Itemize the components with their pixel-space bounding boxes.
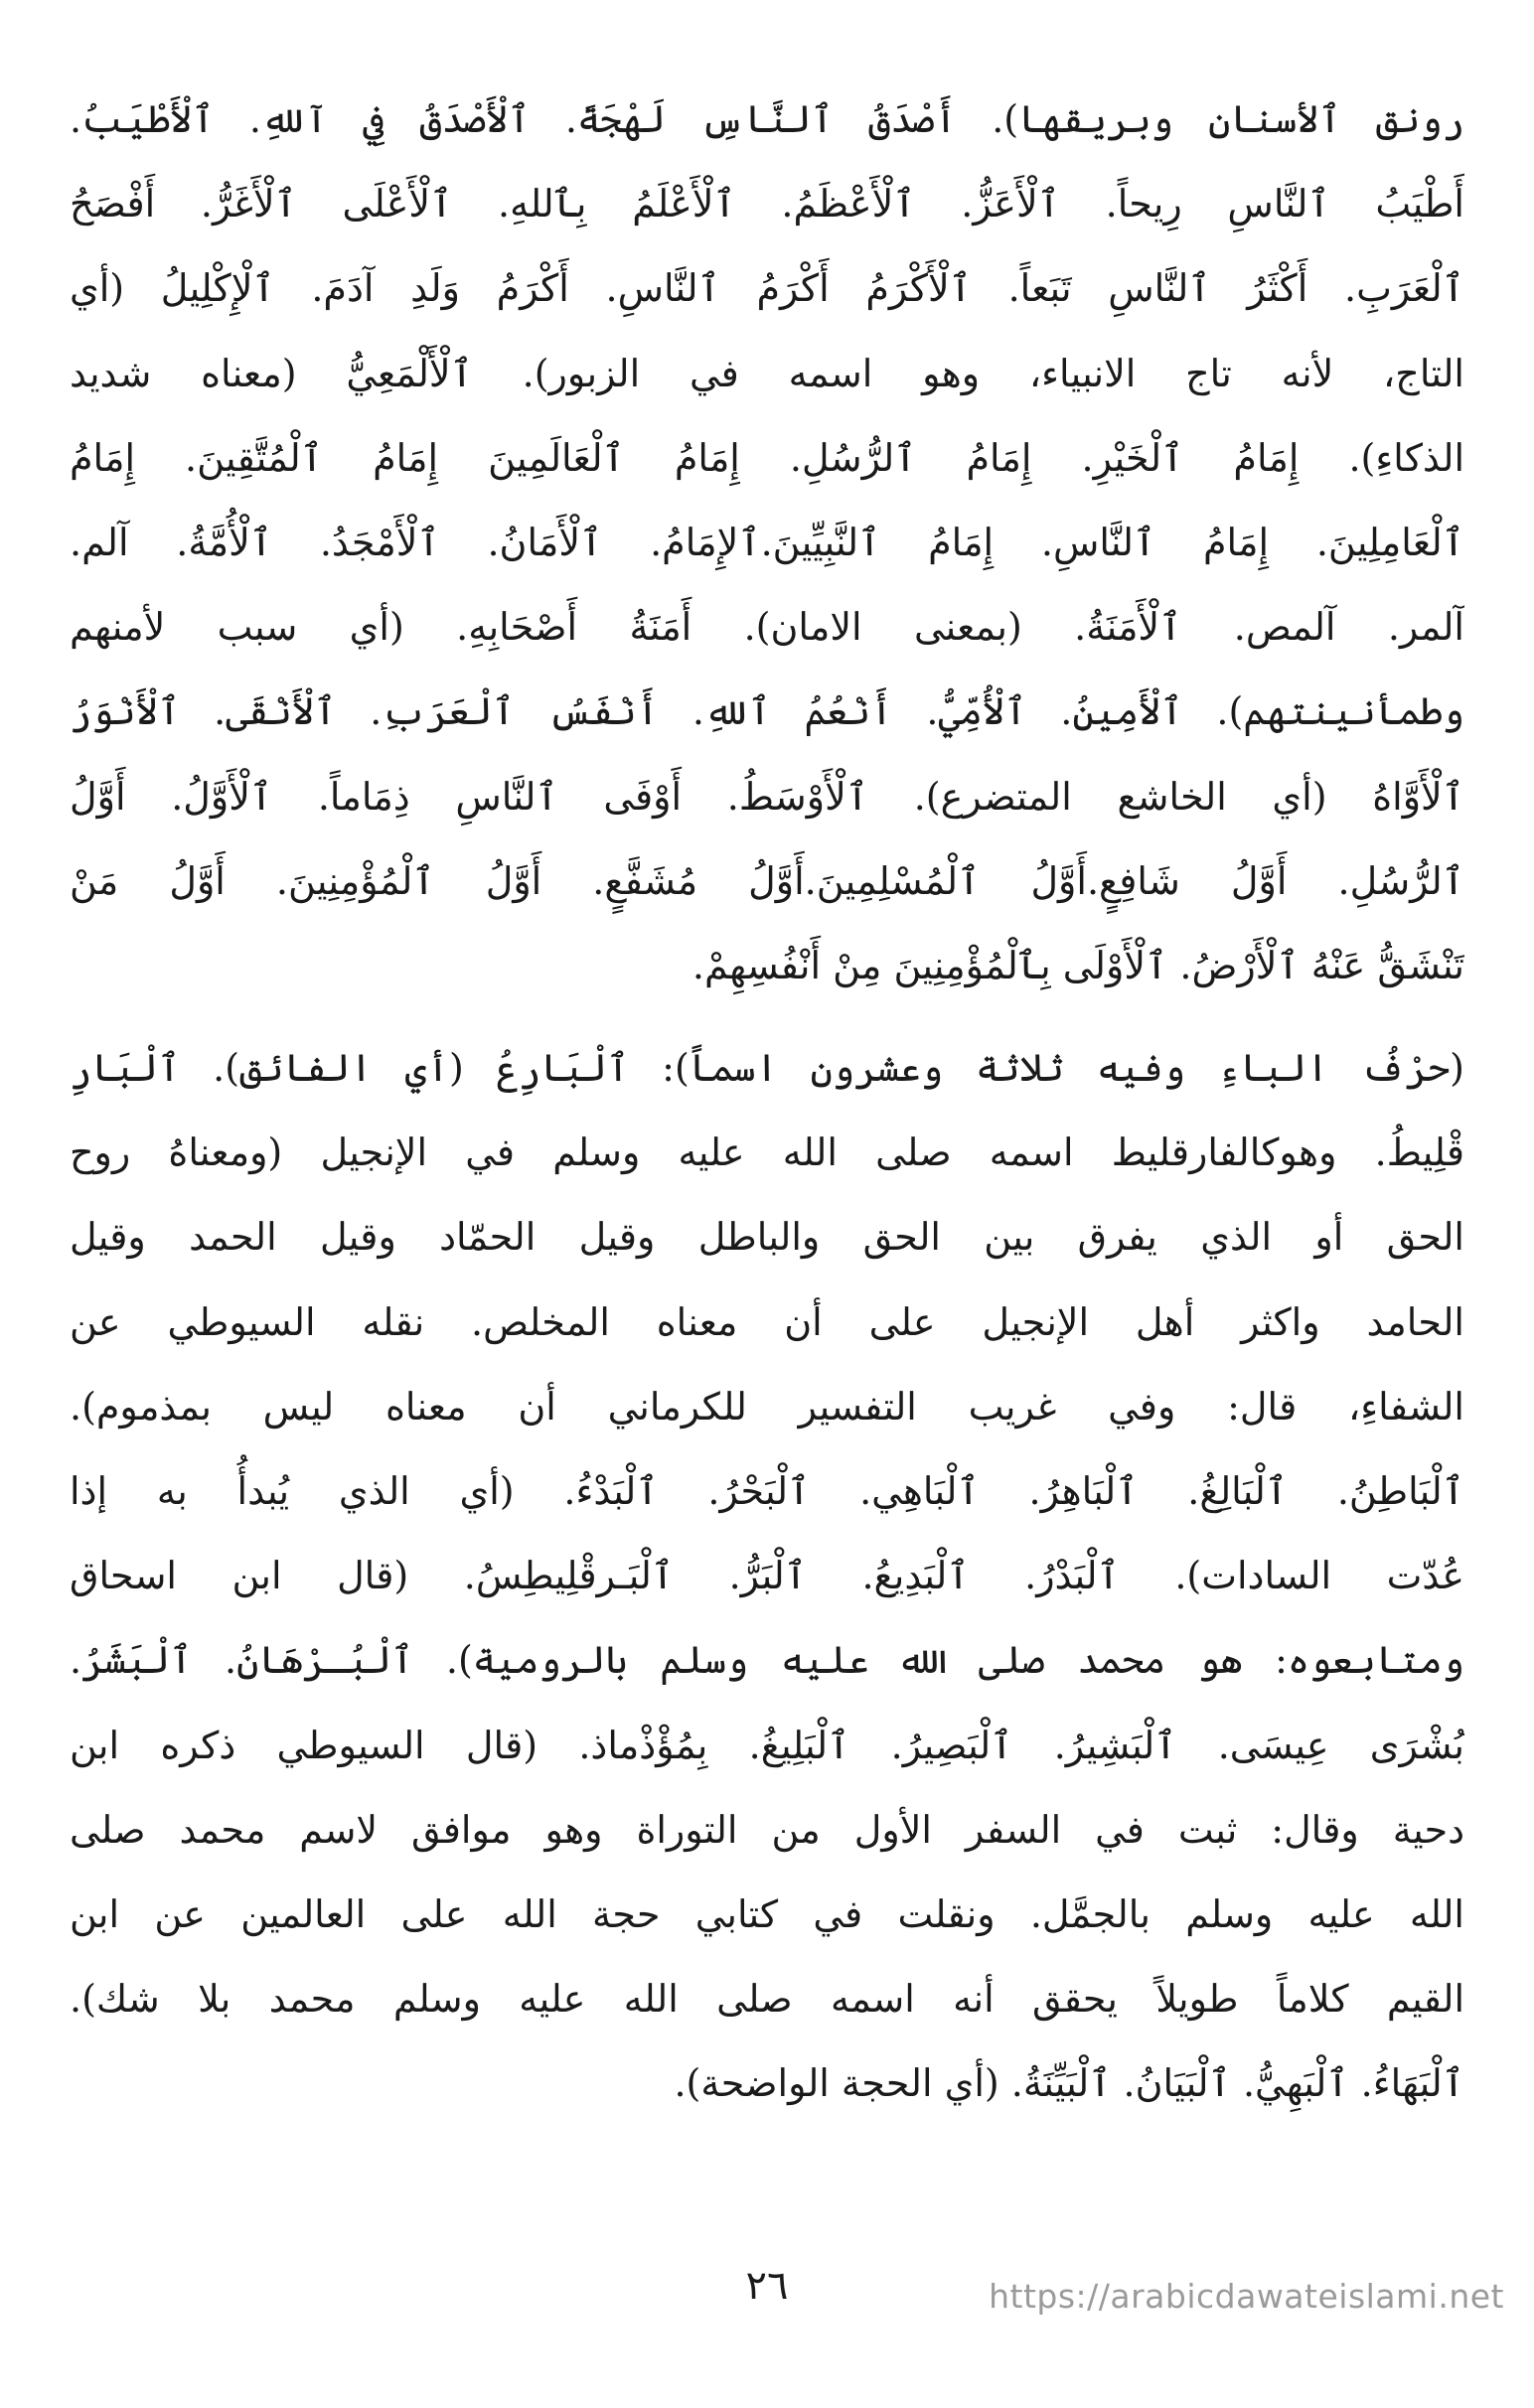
text-line: ٱلْعَرَبِ. أَكْثَرُ ٱلنَّاسِ تَبَعاً. ٱلْأَكْرَمُ أَكْرَمُ ٱلنَّاسِ. أَكْرَمُ وَلَدِ آدَمَ. ٱلْإِكْلِيلُ (أي xyxy=(70,266,1464,311)
text-line: ٱلْأَوَّاهُ (أي الخاشع المتضرع). ٱلْأَوْسَطُ. أَوْفَى ٱلنَّاسِ ذِمَاماً. ٱلْأَوَّلُ. أَوَّلُ xyxy=(70,774,1464,819)
text-line: عُدّت السادات). ٱلْبَدْرُ. ٱلْبَدِيعُ. ٱلْبَرُّ. ٱلْبَـرقْلِيطِسُ. (قال ابن اسحاق xyxy=(70,1554,1464,1598)
text-line: الذكاءِ). إِمَامُ ٱلْخَيْرِ. إِمَامُ ٱلرُّسُلِ. إِمَامُ ٱلْعَالَمِينَ إِمَامُ ٱلْمُتَّقِينَ. إِمَامُ xyxy=(70,435,1464,480)
text-line: الحامد واكثر أهل الإنجيل على أن معناه المخلص. نقله السيوطي عن xyxy=(70,1299,1464,1344)
watermark-url: https://arabicdawateislami.net xyxy=(989,2277,1504,2316)
text-line: ومتابعوه: هو محمد صلى الله عليه وسلم بالرومية). ٱلْبُـرْهَانُ. ٱلْبَشَرُ. xyxy=(70,1638,1464,1683)
text-line: التاج، لأنه تاج الانبياء، وهو اسمه في الزبور). ٱلْأَلْمَعِيُّ (معناه شديد xyxy=(70,351,1464,395)
page-body-text xyxy=(70,77,1464,2127)
text-line: قْلِيطُ. وهوكالفارقليط اسمه صلى الله عليه وسلم في الإنجيل (ومعناهُ روح xyxy=(70,1130,1464,1175)
text-line: أَطْيَبُ ٱلنَّاسِ رِيحاً. ٱلْأَعَزُّ. ٱلْأَعْظَمُ. ٱلْأَعْلَمُ بِٱللهِ. ٱلْأَعْلَى ٱلْأَغَرُّ. أَفْصَحُ xyxy=(70,182,1464,226)
text-line: القيم كلاماً طويلاً يحقق أنه اسمه صلى الله عليه وسلم محمد بلا شك). xyxy=(70,1977,1464,2022)
text-line: ٱلْعَامِلِينَ. إِمَامُ ٱلنَّاسِ. إِمَامُ ٱلنَّبِيِّينَ.ٱلإِمَامُ. ٱلْأَمَانُ. ٱلْأَمْجَدُ. ٱلْأُمَّةُ. آلم. xyxy=(70,520,1464,564)
text-line: وطمأنينتهم). ٱلْأَمِينُ. ٱلْأُمِّيُّ. أَنْعُمُ ٱللهِ. أَنْفَسُ ٱلْعَرَبِ. ٱلْأَنْقَى. ٱلْأَنْوَرُ xyxy=(70,689,1464,734)
text-line: دحية وقال: ثبت في السفر الأول من التوراة وهو موافق لاسم محمد صلى xyxy=(70,1807,1464,1852)
text-line: ٱلْبَاطِنُ. ٱلْبَالِغُ. ٱلْبَاهِرُ. ٱلْبَاهِي. ٱلْبَحْرُ. ٱلْبَدْءُ. (أي الذي يُبدأُ به إذا xyxy=(70,1469,1464,1513)
page-number: ٢٦ xyxy=(745,2263,789,2309)
text-line: بُشْرَى عِيسَى. ٱلْبَشِيرُ. ٱلْبَصِيرُ. ٱلْبَلِيغُ. بِمُؤْذْماذ. (قال السيوطي ذكره ابن xyxy=(70,1723,1464,1767)
text-line: الله عليه وسلم بالجمَّل. ونقلت في كتابي حجة الله على العالمين عن ابن xyxy=(70,1891,1464,1936)
text-line: ٱلرُّسُلِ. أَوَّلُ شَافِعٍ.أَوَّلُ ٱلْمُسْلِمِينَ.أَوَّلُ مُشَفَّعٍ. أَوَّلُ ٱلْمُؤْمِنِينَ. أَوَّلُ مَنْ xyxy=(70,858,1464,903)
text-line: رونق ٱلأسنان وبريقها). أَصْدَقُ ٱلنَّاسِ لَهْجَةً. ٱلْأَصْدَقُ فِي آللهِ. ٱلْأَطْيَبُ. xyxy=(70,97,1464,141)
text-line: ٱلْبَهَاءُ. ٱلْبَهِيُّ. ٱلْبَيَانُ. ٱلْبَيِّنَةُ. (أي الحجة الواضحة). xyxy=(674,2061,1464,2106)
text-line: الحق أو الذي يفرق بين الحق والباطل وقيل الحمّاد وقيل الحمد وقيل xyxy=(70,1215,1464,1260)
section-heading-line: (حرْفُ الباءِ وفيه ثلاثة وعشرون اسماً): ٱلْبَارِعُ (أي الفائق). ٱلْبَارِ xyxy=(70,1046,1464,1091)
text-line: آلمر. آلمص. ٱلْأَمَنَةُ. (بمعنى الامان). أَمَنَةُ أَصْحَابِهِ. (أي سبب لأمنهم xyxy=(70,605,1464,650)
text-line: تَنْشَقُّ عَنْهُ ٱلْأَرْضُ. ٱلْأَوْلَى بِٱلْمُؤْمِنِينَ مِنْ أَنْفُسِهِمْ. xyxy=(691,943,1464,987)
text-line: الشفاءِ، قال: وفي غريب التفسير للكرماني أن معناه ليس بمذموم). xyxy=(70,1384,1464,1429)
